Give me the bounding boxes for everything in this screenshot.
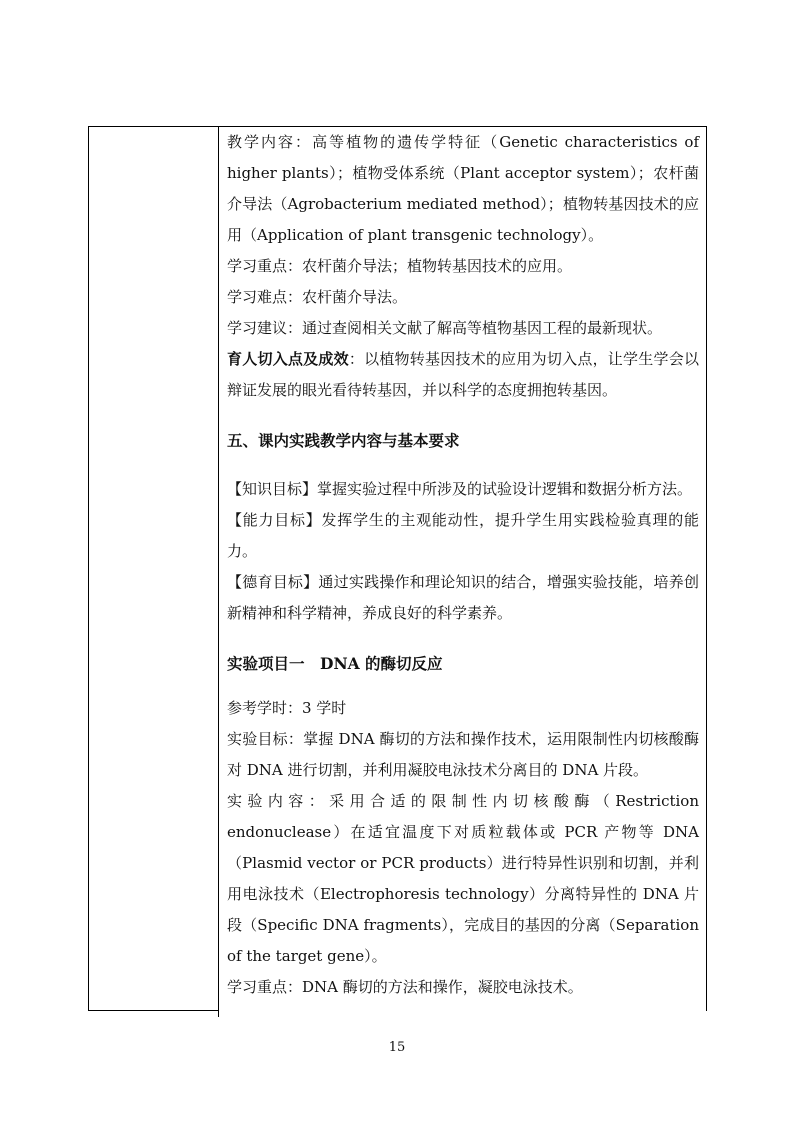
moral-goal: 【德育目标】通过实践操作和理论知识的结合，增强实验技能，培养创新精神和科学精神，养成良好的科学素养。 bbox=[227, 573, 699, 622]
experiment-key-points: 学习重点：DNA 酶切的方法和操作，凝胶电泳技术。 bbox=[227, 978, 583, 996]
education-point bbox=[227, 344, 699, 406]
ability-goal: 【能力目标】发挥学生的主观能动性，提升学生用实践检验真理的能力。 bbox=[227, 511, 699, 560]
experiment-title: 实验项目一 DNA 的酶切反应 bbox=[227, 654, 443, 673]
content-cell bbox=[227, 127, 699, 1003]
reference-hours: 参考学时：3 学时 bbox=[227, 699, 347, 717]
study-suggestion: 学习建议：通过查阅相关文献了解高等植物基因工程的最新现状。 bbox=[227, 319, 663, 337]
difficulties: 学习难点：农杆菌介导法。 bbox=[227, 288, 408, 306]
left-cell-bottom-border bbox=[89, 1010, 219, 1011]
table-frame bbox=[88, 126, 707, 1011]
education-label: 育人切入点及成效 bbox=[227, 350, 349, 368]
education-text: ：以植物转基因技术的应用为切入点，让学生学会以辩证发展的眼光看待转基因，并以科学的态度拥抱转基因。 bbox=[227, 350, 699, 399]
experiment-goal: 实验目标：掌握 DNA 酶切的方法和操作技术，运用限制性内切核酸酶对 DNA 进行切割，并利用凝胶电泳技术分离目的 DNA 片段。 bbox=[227, 730, 699, 779]
section-title: 五、课内实践教学内容与基本要求 bbox=[227, 431, 460, 450]
experiment-content: 实验内容：采用合适的限制性内切核酸酶（Restriction endonuclease）在适宜温度下对质粒载体或 PCR 产物等 DNA（Plasmid vector or PCR products）进行特异性识别和切割，并利用电泳技术（Electrophoresis technology）分离特异性的 DNA 片段（Specific DNA fragments），完成目的基因的分离（Separation of the target gene）。 bbox=[227, 792, 699, 965]
teaching-content: 教学内容：高等植物的遗传学特征（Genetic characteristics of higher plants）；植物受体系统（Plant acceptor system）；农杆菌介导法（Agrobacterium mediated method）；植物转基因技术的应用（Application of plant transgenic technology）。 bbox=[227, 133, 699, 244]
knowledge-goal: 【知识目标】掌握实验过程中所涉及的试验设计逻辑和数据分析方法。 bbox=[227, 480, 693, 498]
column-divider bbox=[218, 127, 219, 1017]
page-number: 15 bbox=[388, 1040, 406, 1055]
key-points: 学习重点：农杆菌介导法；植物转基因技术的应用。 bbox=[227, 257, 573, 275]
